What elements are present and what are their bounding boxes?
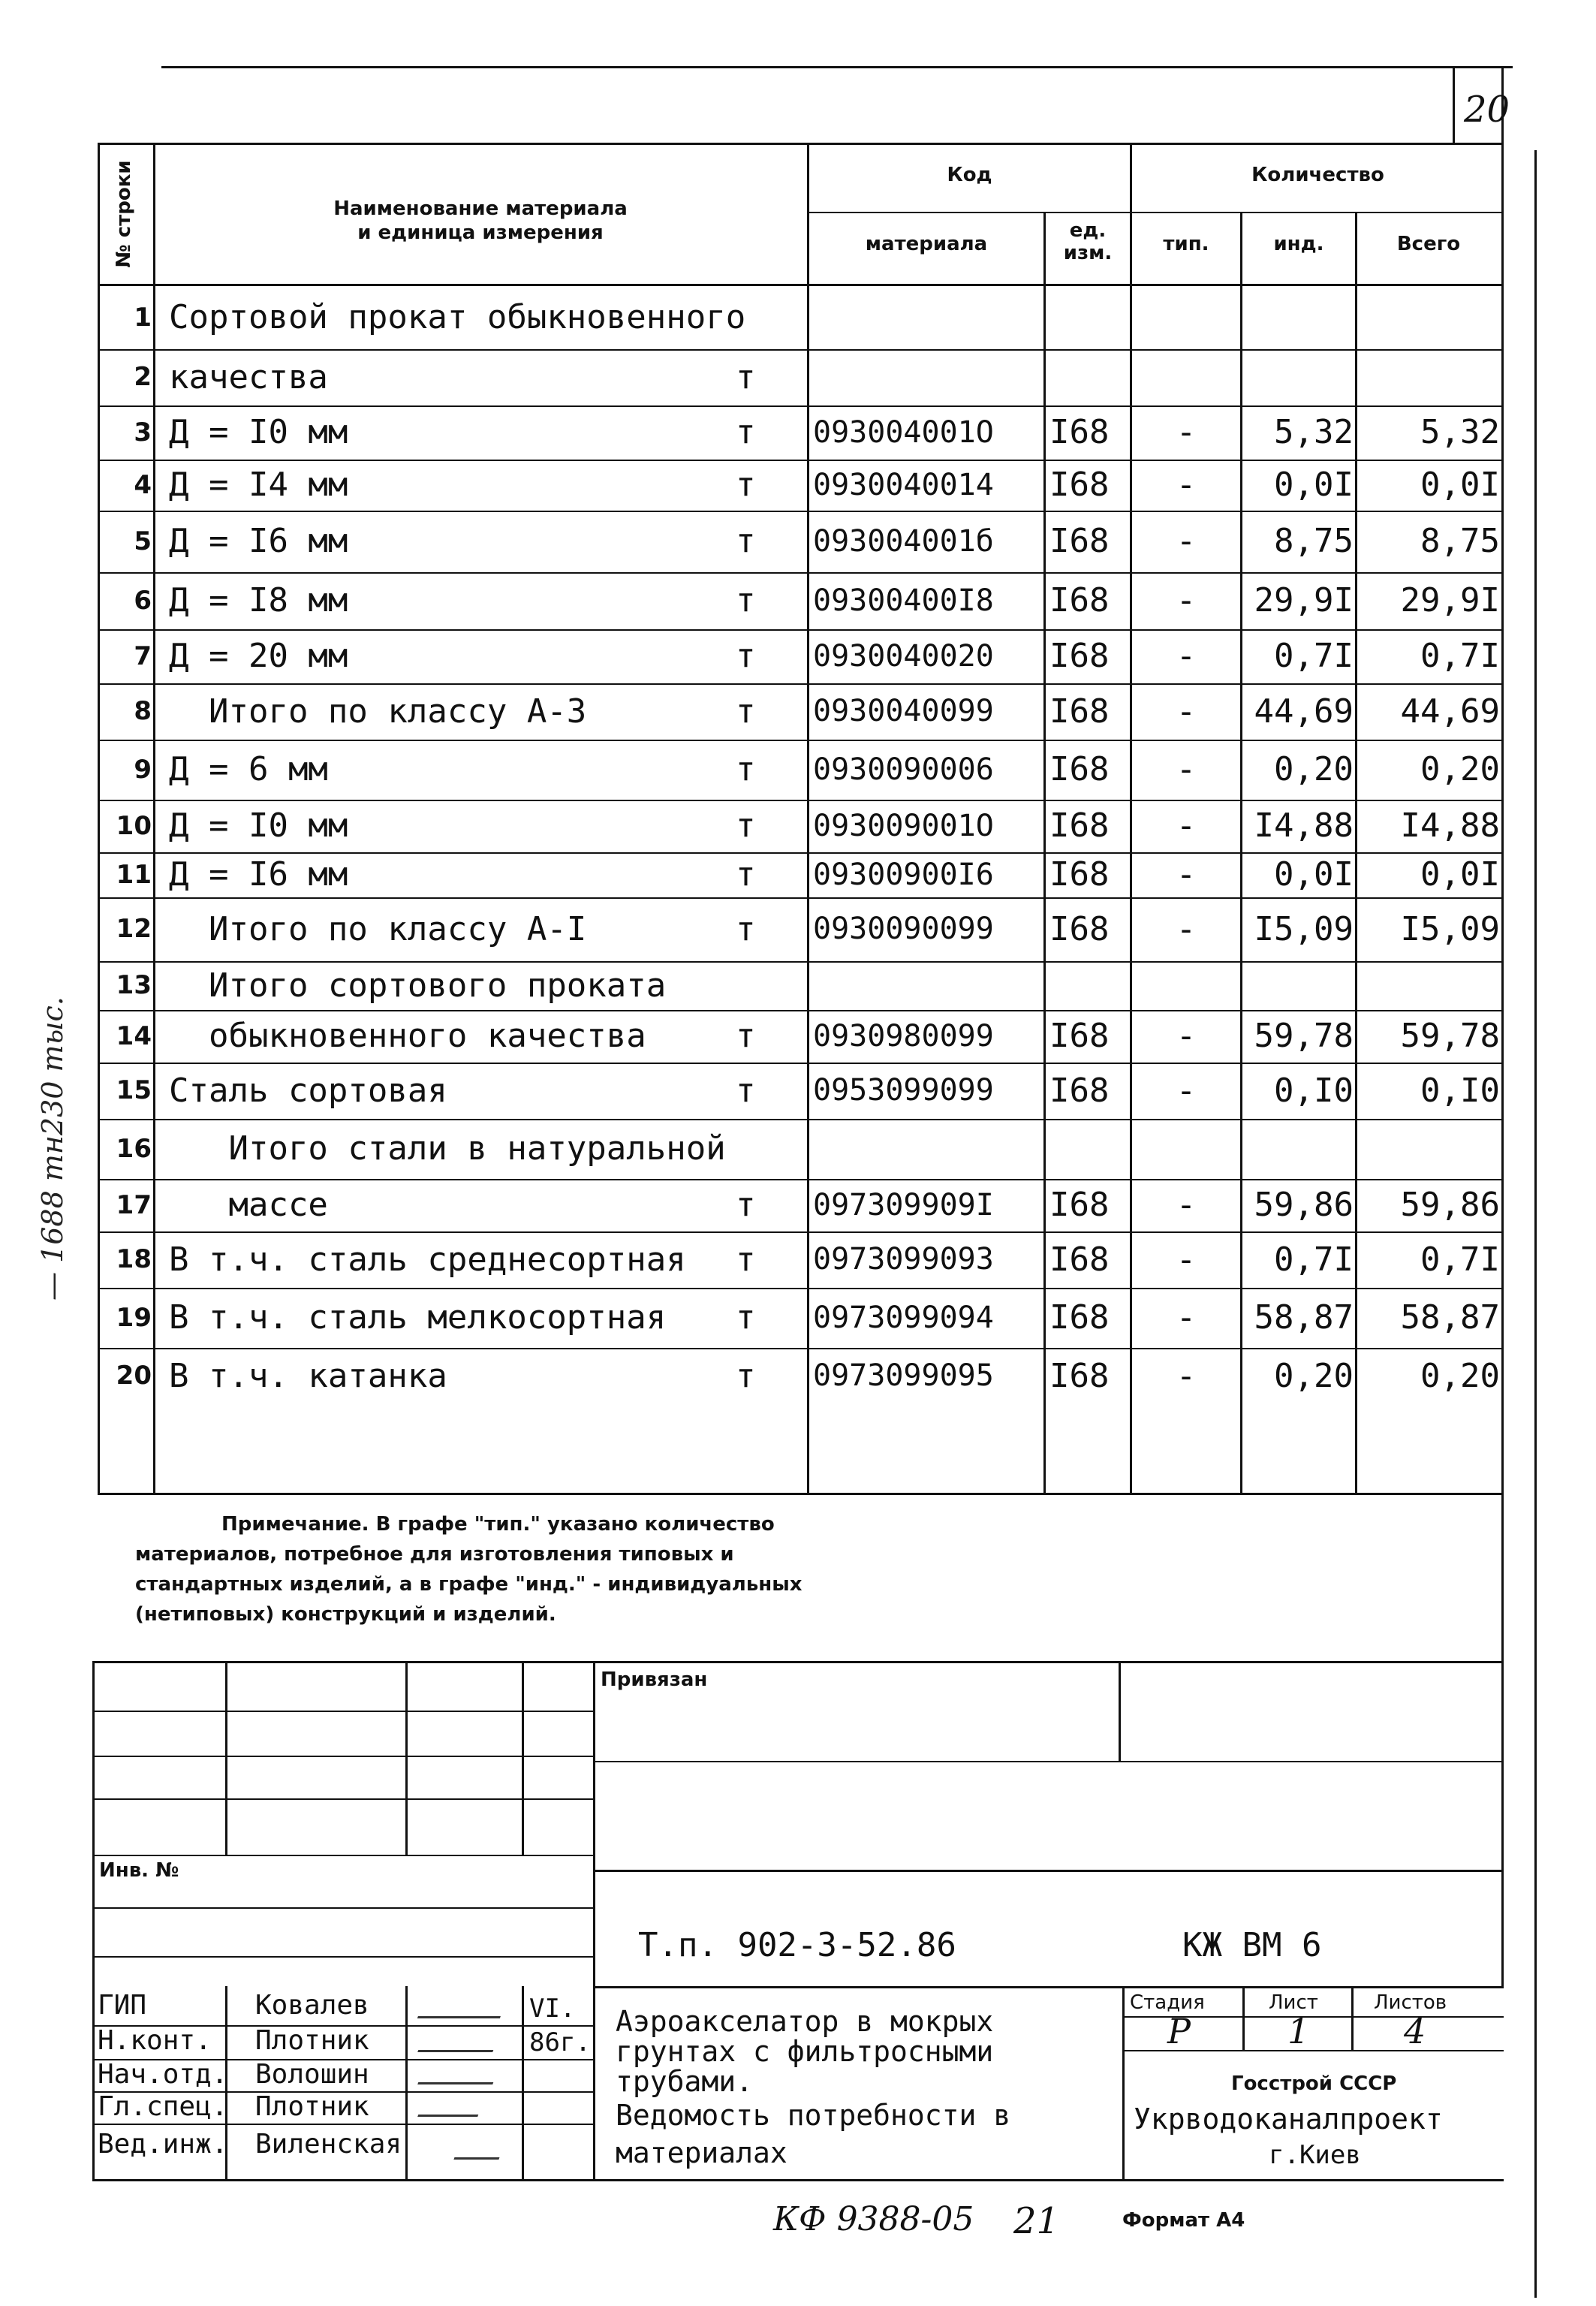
cell-typ: - xyxy=(1176,910,1197,948)
cell-unit: I68 xyxy=(1049,1186,1110,1224)
cell-total: 58,87 xyxy=(1400,1298,1500,1337)
cell-ind: I4,88 xyxy=(1254,806,1354,845)
cell-n: 10 xyxy=(116,811,152,841)
cell-name: Сталь сортовая xyxy=(169,1072,447,1110)
cell-name: В т.ч. сталь мелкосортная xyxy=(169,1298,667,1337)
cell-ind: 0,0I xyxy=(1274,855,1354,894)
stage-value: Р xyxy=(1167,2011,1191,2051)
note-line-2: материалов, потребное для изготовления типовых и xyxy=(135,1543,734,1566)
page-number: 20 xyxy=(1464,89,1510,131)
cell-code: 0953099099 xyxy=(813,1073,994,1108)
cell-n: 16 xyxy=(116,1134,152,1164)
cell-name: Д = I0 мм xyxy=(169,806,348,845)
cell-n: 9 xyxy=(134,755,152,785)
stamp-col-3 xyxy=(522,1661,524,1856)
cell-n: 5 xyxy=(134,526,152,556)
header-total: Всего xyxy=(1396,233,1461,255)
header-code: Код xyxy=(947,164,992,186)
cell-n: 2 xyxy=(134,362,152,392)
staff-name: Волошин xyxy=(255,2059,369,2090)
cell-unit-sym: т xyxy=(736,637,756,675)
cell-ind: 59,86 xyxy=(1254,1186,1354,1224)
cell-unit-sym xyxy=(736,1119,781,1179)
priv-hline xyxy=(593,1761,1504,1762)
title-line-2: грунтах с фильтросными xyxy=(616,2035,994,2068)
cell-code: 0973099094 xyxy=(813,1301,994,1335)
col-line-1 xyxy=(153,143,155,1494)
cell-code xyxy=(813,349,1042,405)
cell-unit-sym xyxy=(736,961,781,1010)
sheets-label: Листов xyxy=(1374,1991,1447,2014)
header-row-no: № строки xyxy=(113,160,135,268)
title-line-3: трубами. xyxy=(616,2065,754,2098)
stage-label: Стадия xyxy=(1130,1991,1205,2014)
cell-unit: I68 xyxy=(1049,1072,1110,1110)
cell-code: 0930040099 xyxy=(813,694,994,728)
staff-role: ГИП xyxy=(98,1990,147,2021)
stamp-col-2 xyxy=(405,1661,408,1856)
cell-unit-sym: т xyxy=(736,910,756,948)
cell-unit xyxy=(1049,1119,1128,1179)
cell-typ: - xyxy=(1176,1186,1197,1224)
staff-role: Нач.отд. xyxy=(98,2059,228,2090)
cell-n: 8 xyxy=(134,696,152,726)
cell-name: Д = 20 мм xyxy=(169,637,348,675)
cell-n: 11 xyxy=(116,860,152,890)
cell-total: 29,9I xyxy=(1400,581,1500,619)
sheets-value: 4 xyxy=(1404,2011,1426,2051)
col-line-4 xyxy=(1130,143,1132,1494)
staff-role: Вед.инж. xyxy=(98,2129,228,2160)
cell-name: Д = I8 мм xyxy=(169,581,348,619)
cell-ind: I5,09 xyxy=(1254,910,1354,948)
cell-ind xyxy=(1245,286,1354,349)
cell-unit: I68 xyxy=(1049,1298,1110,1337)
cell-code: 097309909I xyxy=(813,1188,994,1222)
cell-unit-sym: т xyxy=(736,413,756,451)
cell-total: 0,20 xyxy=(1420,1357,1500,1395)
cell-n: 15 xyxy=(116,1075,152,1105)
table-top xyxy=(98,143,1504,145)
stamp-left xyxy=(92,1661,95,2179)
cell-name: Д = I6 мм xyxy=(169,522,348,560)
doc-code: Т.п. 902-3-52.86 xyxy=(638,1926,956,1964)
staff-col-2 xyxy=(405,1986,408,2181)
note-line-3: стандартных изделий, а в графе "инд." - индивидуальных xyxy=(135,1573,803,1596)
title-line-1: Аэроакселатор в мокрых xyxy=(616,2005,994,2038)
signature-1 xyxy=(417,2001,506,2018)
cell-typ: - xyxy=(1176,806,1197,845)
cell-total: 0,0I xyxy=(1420,466,1500,504)
cell-total: 0,20 xyxy=(1420,750,1500,788)
staff-name: Виленская xyxy=(255,2129,402,2160)
cell-ind xyxy=(1245,961,1354,1010)
header-qty: Количество xyxy=(1251,164,1384,186)
staff-role: Н.конт. xyxy=(98,2025,212,2056)
right-margin-line xyxy=(1534,150,1537,2298)
staff-row-4 xyxy=(92,2124,595,2125)
cell-typ xyxy=(1134,961,1239,1010)
staff-col-3 xyxy=(522,1986,524,2181)
cell-unit: I68 xyxy=(1049,806,1110,845)
header-code-material: материала xyxy=(865,233,988,255)
cell-ind: 5,32 xyxy=(1274,413,1354,451)
header-name: Наименование материала и единица измерения xyxy=(333,197,628,244)
cell-unit: I68 xyxy=(1049,692,1110,731)
cell-total: 5,32 xyxy=(1420,413,1500,451)
staff-name: Плотник xyxy=(255,2091,369,2122)
cell-unit: I68 xyxy=(1049,910,1110,948)
cell-typ: - xyxy=(1176,1240,1197,1279)
cell-name: Итого стали в натуральной xyxy=(169,1129,726,1168)
stage-col-2 xyxy=(1351,1986,1354,2050)
cell-n: 13 xyxy=(116,970,152,1000)
signature-3 xyxy=(417,2069,498,2084)
stamp-row-6 xyxy=(92,1956,595,1958)
cell-unit-sym: т xyxy=(736,1357,756,1395)
header-divider xyxy=(807,212,1504,213)
cell-n: 4 xyxy=(134,470,152,500)
cell-name: Д = I0 мм xyxy=(169,413,348,451)
stamp-col-1 xyxy=(225,1661,227,1856)
cell-total: 0,7I xyxy=(1420,1240,1500,1279)
cell-ind: 0,20 xyxy=(1274,1357,1354,1395)
cell-unit-sym xyxy=(736,286,781,349)
cell-ind: 0,7I xyxy=(1274,637,1354,675)
stamp-top xyxy=(92,1661,1504,1663)
signature-2 xyxy=(417,2036,498,2052)
stage-col-1 xyxy=(1242,1986,1245,2050)
cell-name: обыкновенного качества xyxy=(169,1017,646,1055)
cell-code: 093009001O xyxy=(813,809,994,843)
cell-typ xyxy=(1134,1119,1239,1179)
cell-unit-sym: т xyxy=(736,750,756,788)
stamp-col-4 xyxy=(593,1661,595,2179)
cell-total: 44,69 xyxy=(1400,692,1500,731)
code-bottom xyxy=(593,1986,1504,1988)
note-line-1: Примечание. В графе "тип." указано количество xyxy=(221,1513,775,1536)
cell-total xyxy=(1359,1119,1500,1179)
cell-typ: - xyxy=(1176,466,1197,504)
cell-code xyxy=(813,1119,1042,1179)
col-line-2 xyxy=(807,143,809,1494)
cell-name: Д = 6 мм xyxy=(169,750,328,788)
margin-note: — 1688 тн230 тыс. xyxy=(36,996,69,1301)
header-unit: ед. изм. xyxy=(1063,219,1113,264)
cell-ind: 0,20 xyxy=(1274,750,1354,788)
cell-ind: 44,69 xyxy=(1254,692,1354,731)
right-border xyxy=(1501,66,1504,1988)
cell-total xyxy=(1359,286,1500,349)
cell-total xyxy=(1359,349,1500,405)
cell-ind: 59,78 xyxy=(1254,1017,1354,1055)
sheet-label: Лист xyxy=(1269,1991,1318,2014)
cell-typ xyxy=(1134,349,1239,405)
cell-unit-sym: т xyxy=(736,806,756,845)
cell-unit-sym: т xyxy=(736,358,756,396)
doc-mark: КЖ ВМ 6 xyxy=(1182,1926,1322,1964)
privyazan-label: Привязан xyxy=(601,1668,708,1691)
cell-unit xyxy=(1049,349,1128,405)
org-2: Укрводоканалпроект xyxy=(1134,2103,1443,2136)
cell-code: 0930040014 xyxy=(813,468,994,502)
cell-unit: I68 xyxy=(1049,413,1110,451)
cell-code: 093004001б xyxy=(813,524,994,559)
cell-name: В т.ч. катанка xyxy=(169,1357,447,1395)
cell-unit-sym: т xyxy=(736,855,756,894)
cell-total: I5,09 xyxy=(1400,910,1500,948)
cell-name: массе xyxy=(169,1186,328,1224)
cell-typ: - xyxy=(1176,855,1197,894)
format-label: Формат А4 xyxy=(1122,2209,1245,2232)
date-bottom: 86г. xyxy=(529,2027,591,2057)
cell-n: 12 xyxy=(116,914,152,944)
pagenum-box-left xyxy=(1453,66,1455,145)
cell-ind: 0,7I xyxy=(1274,1240,1354,1279)
org-1: Госстрой СССР xyxy=(1231,2072,1397,2095)
cell-n: 14 xyxy=(116,1021,152,1051)
note xyxy=(135,1509,1036,1629)
cell-unit: I68 xyxy=(1049,466,1110,504)
cell-name: Итого по классу А-I xyxy=(169,910,587,948)
cell-unit-sym: т xyxy=(736,522,756,560)
cell-code: 0930980099 xyxy=(813,1019,994,1054)
cell-n: 1 xyxy=(134,303,152,333)
cell-total xyxy=(1359,961,1500,1010)
signature-5 xyxy=(453,2136,507,2160)
cell-unit-sym: т xyxy=(736,692,756,731)
cell-code: 09300400I8 xyxy=(813,583,994,618)
date-top: VI. xyxy=(529,1994,576,2024)
cell-name: Д = I6 мм xyxy=(169,855,348,894)
cell-code: 0930090006 xyxy=(813,752,994,787)
cell-unit: I68 xyxy=(1049,637,1110,675)
cell-typ: - xyxy=(1176,1357,1197,1395)
cell-name: Сортовой прокат обыкновенного xyxy=(169,298,746,336)
cell-unit-sym: т xyxy=(736,1298,756,1337)
title-right-vline xyxy=(1122,1986,1125,2181)
cell-typ xyxy=(1134,286,1239,349)
staff-role: Гл.спец. xyxy=(98,2091,228,2122)
cell-ind xyxy=(1245,349,1354,405)
staff-name: Плотник xyxy=(255,2025,369,2056)
org-3: г.Киев xyxy=(1269,2140,1361,2170)
cell-n: 6 xyxy=(134,586,152,616)
top-border xyxy=(161,66,1513,68)
cell-ind xyxy=(1245,1119,1354,1179)
cell-total: 59,86 xyxy=(1400,1186,1500,1224)
cell-code xyxy=(813,286,1042,349)
cell-unit-sym: т xyxy=(736,581,756,619)
cell-typ: - xyxy=(1176,1298,1197,1337)
cell-n: 20 xyxy=(116,1361,152,1391)
cell-unit xyxy=(1049,961,1128,1010)
cell-unit: I68 xyxy=(1049,855,1110,894)
cell-n: 18 xyxy=(116,1244,152,1274)
cell-unit: I68 xyxy=(1049,1357,1110,1395)
cell-name: Итого по классу А-3 xyxy=(169,692,587,731)
cell-unit-sym: т xyxy=(736,1017,756,1055)
cell-unit xyxy=(1049,286,1128,349)
stamp-bottom xyxy=(92,2179,1504,2181)
cell-unit: I68 xyxy=(1049,1017,1110,1055)
cell-total: 0,7I xyxy=(1420,637,1500,675)
cell-unit: I68 xyxy=(1049,581,1110,619)
cell-n: 3 xyxy=(134,417,152,448)
staff-name: Ковалев xyxy=(255,1990,369,2021)
cell-name: Д = I4 мм xyxy=(169,466,348,504)
cell-typ: - xyxy=(1176,413,1197,451)
cell-name: Итого сортового проката xyxy=(169,966,667,1005)
cell-typ: - xyxy=(1176,522,1197,560)
cell-ind: 29,9I xyxy=(1254,581,1354,619)
header-typ: тип. xyxy=(1163,233,1209,255)
cell-unit-sym: т xyxy=(736,1186,756,1224)
cell-unit: I68 xyxy=(1049,1240,1110,1279)
cell-ind: 0,I0 xyxy=(1274,1072,1354,1110)
cell-code: 093004001О xyxy=(813,415,994,450)
cell-unit: I68 xyxy=(1049,750,1110,788)
cell-total: 59,78 xyxy=(1400,1017,1500,1055)
title-line-4: Ведомость потребности в xyxy=(616,2099,1011,2132)
cell-code: 09300900I6 xyxy=(813,858,994,892)
cell-unit-sym: т xyxy=(736,1072,756,1110)
cell-typ: - xyxy=(1176,637,1197,675)
priv-vline xyxy=(1119,1661,1121,1762)
cell-name: В т.ч. сталь среднесортная xyxy=(169,1240,686,1279)
cell-total: 8,75 xyxy=(1420,522,1500,560)
note-line-4: (нетиповых) конструкций и изделий. xyxy=(135,1603,556,1626)
cell-typ: - xyxy=(1176,581,1197,619)
cell-total: 0,0I xyxy=(1420,855,1500,894)
stamp-row-2 xyxy=(92,1756,595,1757)
archive-sheet: 21 xyxy=(1013,2200,1060,2242)
signature-4 xyxy=(417,2101,483,2117)
cell-ind: 0,0I xyxy=(1274,466,1354,504)
cell-ind: 8,75 xyxy=(1274,522,1354,560)
archive-number: КФ 9388-05 xyxy=(773,2200,974,2238)
code-top xyxy=(593,1870,1504,1872)
header-ind: инд. xyxy=(1273,233,1324,255)
cell-code: 0973099093 xyxy=(813,1242,994,1277)
cell-code: 0973099095 xyxy=(813,1358,994,1393)
cell-code xyxy=(813,961,1042,1010)
cell-typ: - xyxy=(1176,750,1197,788)
table-bottom xyxy=(98,1493,1504,1495)
stamp-row-4 xyxy=(92,1855,595,1856)
cell-ind: 58,87 xyxy=(1254,1298,1354,1337)
cell-name: качества xyxy=(169,358,328,396)
cell-n: 7 xyxy=(134,641,152,671)
cell-typ: - xyxy=(1176,692,1197,731)
stamp-row-5 xyxy=(92,1907,595,1909)
stamp-row-1 xyxy=(92,1711,595,1712)
inv-label: Инв. № xyxy=(99,1859,179,1882)
stamp-row-3 xyxy=(92,1798,595,1800)
cell-n: 17 xyxy=(116,1190,152,1220)
cell-n: 19 xyxy=(116,1303,152,1333)
sheet-value: 1 xyxy=(1287,2011,1310,2051)
cell-code: 0930090099 xyxy=(813,912,994,946)
cell-total: 0,I0 xyxy=(1420,1072,1500,1110)
cell-unit: I68 xyxy=(1049,522,1110,560)
cell-unit-sym: т xyxy=(736,466,756,504)
title-line-5: материалах xyxy=(616,2136,787,2169)
cell-total: I4,88 xyxy=(1400,806,1500,845)
cell-typ: - xyxy=(1176,1017,1197,1055)
cell-typ: - xyxy=(1176,1072,1197,1110)
cell-code: 0930040020 xyxy=(813,639,994,674)
cell-unit-sym: т xyxy=(736,1240,756,1279)
